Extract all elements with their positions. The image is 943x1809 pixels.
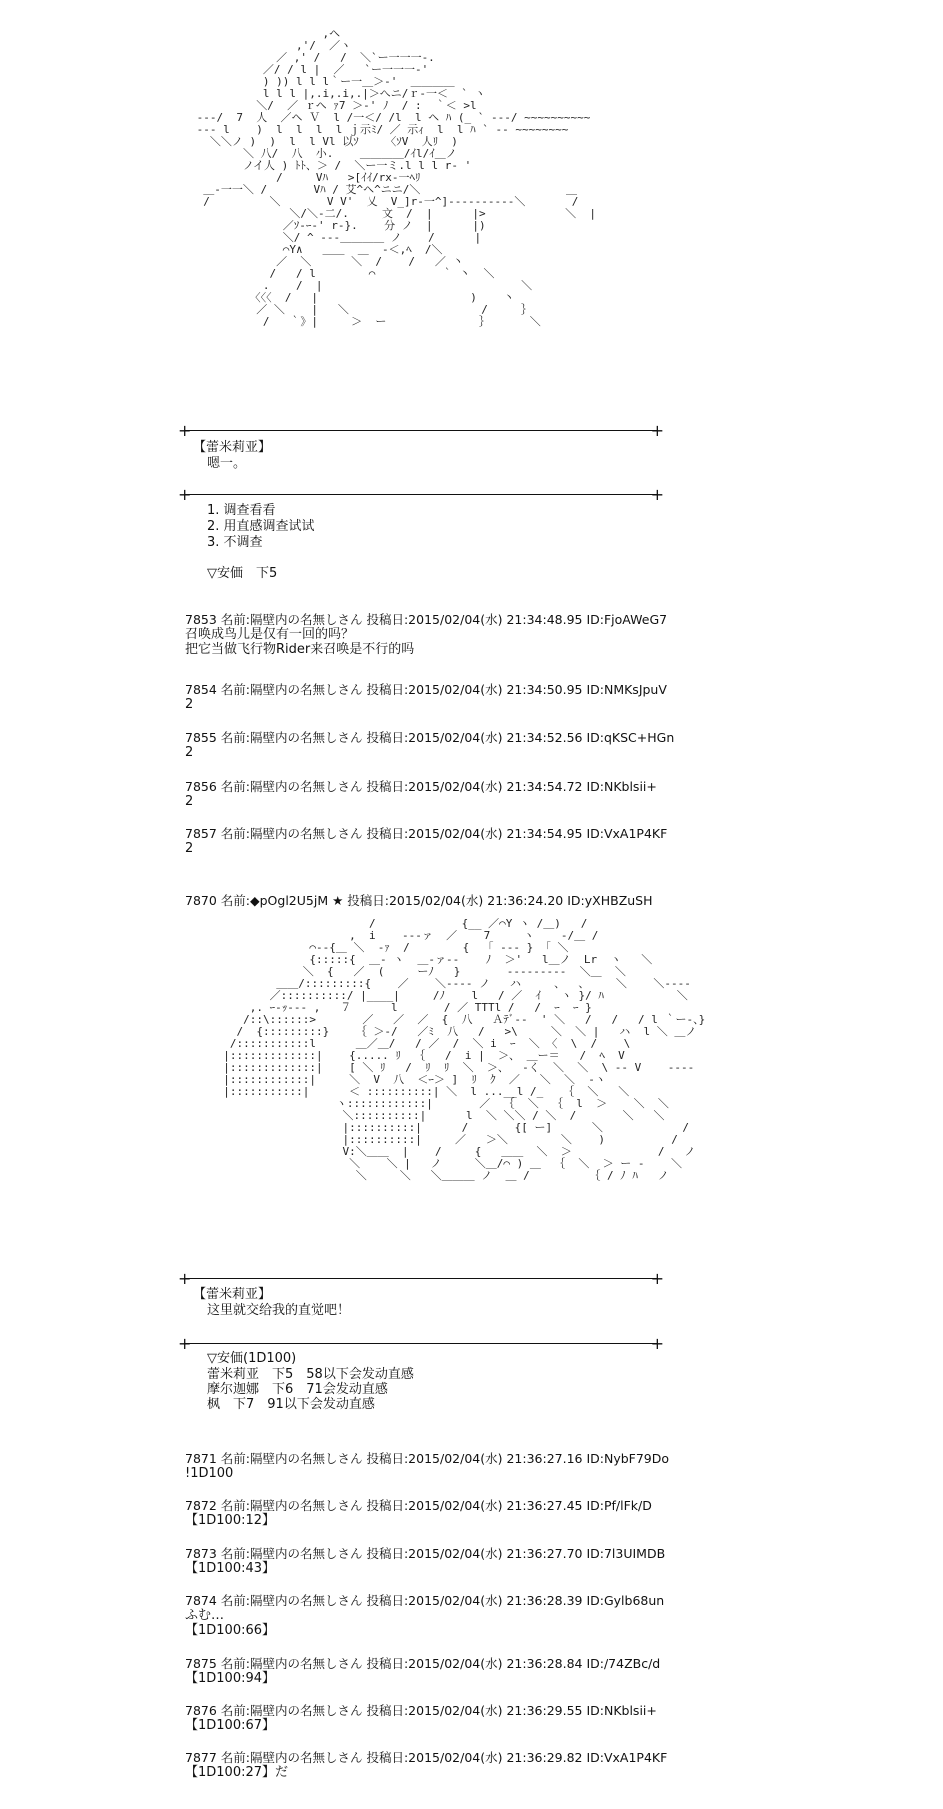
post-body: 【1D100:94】 (185, 1671, 276, 1686)
post-header: 7875 名前:隔壁内の名無しさん 投稿日:2015/02/04(水) 21:36:28.84 ID:/74ZBc/d (185, 1656, 661, 1671)
dialogue-line: 嗯一。 (207, 456, 247, 471)
post-header: 7854 名前:隔壁内の名無しさん 投稿日:2015/02/04(水) 21:34:50.95 ID:NMKsJpuV (185, 682, 667, 697)
post-item (185, 779, 925, 809)
separator-rule (185, 1278, 657, 1279)
post-header: 7877 名前:隔壁内の名無しさん 投稿日:2015/02/04(水) 21:36:29.82 ID:VxA1P4KF (185, 1750, 668, 1765)
speaker-label: 【蕾米莉亚】 (193, 1287, 272, 1302)
post-body: 【1D100:67】 (185, 1718, 276, 1733)
post-body: 2 (185, 841, 194, 856)
vote-instruction: ▽安価 下5 (207, 566, 278, 581)
ascii-art-figure-1: ,ヘ ,'/ ／ヽ ／ ,' / / ＼`ー一一一‐. ／/ / l | ／ `ー一一一‐' ) )) l l l｀ー一＿＞-' ＿＿＿＿ l l l |,.i,.i,.|＞へニ/ｒ‐一＜ ` ヽ ＼/ ／ ｒヘ ｧ7 ＞-' ﾉ / : ｀＜ >l ‐‐‐/ 7 人 ／ヘ Ｖ l /一＜/ /l l ヘ ﾊ (_ ` ‐‐‐/ ~~~~~~~~~~ ‐‐‐ l ) l l l l ｊ示ﾐ/ ／ 示ｨ l l ﾊ ` ‐‐ ~~~~~~~~ ＼＼ノ ) ) l l Vl 以ｿ 〈ｿV 人ﾘ ) ＼ 八/ 八 小. ＿＿＿＿/ｲl/ｲ＿ノ ノイ人 ) ﾄﾄ、＞ / ＼ー一ミ.l l l r‐ ' / Vﾊ >[ｲｲ/rx‐一ﾍﾘ ＿‐一一＼ / Vﾊ / 艾^ヘ^ニニ/＼ ＿ / ＼ V V' 乂 V_]r‐一^]‐‐‐‐‐‐‐‐‐‐＼ / ＼/＼‐二/. 文 / | |> ＼ | ／ｿ‐ｰ‐' r-}. 分 ノ | |) ＼/ ^ ‐‐‐＿＿＿＿ ノ / | ⌒Y∧ ＿＿ ＿ ‐＜,ﾍ /＼ ／ ＼ ＼ / / ／ 丶 / / l ⌒ ｀ 丶 ＼ . / | ＼ 〈〈〈 / | ) 丶 ／ ＼ | ＼ / ｝ / ｀》| ＞ ー ｝ ＼ (196, 27, 596, 328)
post-item (185, 1656, 925, 1686)
vote-line: 枫 下7 91以下会发动直感 (207, 1397, 375, 1412)
post-header: 7876 名前:隔壁内の名無しさん 投稿日:2015/02/04(水) 21:36:29.55 ID:NKblsii+ (185, 1703, 657, 1718)
post-item (185, 612, 925, 657)
post-item (185, 682, 925, 712)
post-item (185, 1546, 925, 1576)
post-header: 7872 名前:隔壁内の名無しさん 投稿日:2015/02/04(水) 21:36:27.45 ID:Pf/lFk/D (185, 1498, 652, 1513)
post-header: 7855 名前:隔壁内の名無しさん 投稿日:2015/02/04(水) 21:34:52.56 ID:qKSC+HGn (185, 730, 675, 745)
dialogue-line: 这里就交给我的直觉吧！ (207, 1303, 351, 1318)
post-header: 7870 名前:◆pOgl2U5jM ★ 投稿日:2015/02/04(水) 21:36:24.20 ID:yXHBZuSH (185, 893, 653, 908)
choice-2: 2. 用直感调查试试 (207, 519, 315, 534)
vote-instruction: ▽安価(1D100) (207, 1351, 297, 1366)
post-item (185, 1750, 925, 1780)
post-item (185, 1593, 925, 1638)
post-body: 【1D100:27】だ (185, 1765, 289, 1780)
post-body: 召唤成鸟儿是仅有一回的吗？ (185, 627, 355, 642)
post-body: 【1D100:66】 (185, 1623, 276, 1638)
post-body: !1D100 (185, 1466, 234, 1481)
separator-rule (185, 1343, 657, 1344)
post-body: 把它当做飞行物Rider来召唤是不行的吗 (185, 642, 415, 657)
post-header: 7856 名前:隔壁内の名無しさん 投稿日:2015/02/04(水) 21:34:54.72 ID:NKblsii+ (185, 779, 657, 794)
post-header: 7873 名前:隔壁内の名無しさん 投稿日:2015/02/04(水) 21:36:27.70 ID:7l3UIMDB (185, 1546, 666, 1561)
post-header: 7871 名前:隔壁内の名無しさん 投稿日:2015/02/04(水) 21:36:27.16 ID:NybF79Do (185, 1451, 670, 1466)
post-item (185, 1498, 925, 1528)
separator-rule (185, 494, 657, 495)
post-item (185, 1703, 925, 1733)
speaker-label: 【蕾米莉亚】 (193, 440, 272, 455)
choice-1: 1. 调查看看 (207, 503, 276, 518)
post-body: ふむ… (185, 1608, 225, 1623)
post-item (185, 1451, 925, 1481)
choice-3: 3. 不调查 (207, 535, 263, 550)
post-body: 【1D100:43】 (185, 1561, 276, 1576)
post-item (185, 826, 925, 856)
vote-line: 摩尔迦娜 下6 71会发动直感 (207, 1382, 388, 1397)
post-body: 2 (185, 745, 194, 760)
post-header: 7857 名前:隔壁内の名無しさん 投稿日:2015/02/04(水) 21:34:54.95 ID:VxA1P4KF (185, 826, 668, 841)
separator-rule (185, 430, 657, 431)
vote-line: 蕾米莉亚 下5 58以下会发动直感 (207, 1367, 414, 1382)
post-item (185, 730, 925, 760)
post-body: 【1D100:12】 (185, 1513, 276, 1528)
post-body: 2 (185, 697, 194, 712)
post-header: 7874 名前:隔壁内の名無しさん 投稿日:2015/02/04(水) 21:36:28.39 ID:Gylb68un (185, 1593, 665, 1608)
author-post (185, 893, 925, 908)
post-header: 7853 名前:隔壁内の名無しさん 投稿日:2015/02/04(水) 21:34:48.95 ID:FjoAWeG7 (185, 612, 668, 627)
post-body: 2 (185, 794, 194, 809)
ascii-art-figure-2: / {__ ／⌒Y ヽ /＿) / , i ‐‐‐ァ ／ 7 ヽ ‐/＿ / ⌒‐‐{＿ ＼ ‐ｧ / { 「 ‐‐‐ } 「 ＼ {:::::{ ＿‐ ヽ ＿‐ァ‐‐ ﾉ ＞' l＿ノ Lr ヽ ＼ ＼ { ／ ( ーﾉ } ‐‐‐‐‐‐‐‐‐ ＼＿ ＼ ＿＿/:::::::::{ ／ ＼‐‐‐‐ ノ ハ 、 、 ＼ ＼‐‐‐‐ ／::::::::::/ |____| /ﾉ l / ／ ｲ ヽ }/ ﾊ ＼ ,. ｰ‐ｯ‐‐‐ , ７ l / ／ TTTl / / ｰ ｰ } /::\::::::> ／ ／ ／ { 八 Ａﾃﾞ-- ' ＼ / / / l ｀ー‐、} / {:::::::::} ｛ ＞-/ ／ﾐ 八 / >\ ＼ ＼ | ハ l ＼ ＿ノ /:::::::::::l ＿／＿/ / ／ / ＼ i ｰ ＼ 〈 \ / \ |:::::::::::::| {..... ﾘ ｛ / i | ＞、 ＿ー＝ / ﾍ V |:::::::::::::| [ ＼ ﾘ / ﾘ ﾘ ＼ ＞、 ‐く ＼ ＼ \ ‐‐ V ‐‐‐‐ |::::::::::::| ＼ V 八 ＜ｰ＞ ] ﾘ ｸ ／ ＼ ＼ ‐ヽ |:::::::::::| ＜ ::::::::::| ＼ l ...__l /_ ｛ ＼ ＼ ヽ::::::::::::| ／ ｛ ＼ ｛ l ＞ ＼ ＼ ＼::::::::::| l ＼ ＼＼ / ＼ / ＼ ＼ |::::::::::| / {[ ー] ＼ / |::::::::::| ／ ＞＼ ＼ ) / V:＼＿＿ | / { ＿＿ ＼ ＞ / ノ ＼ ＼ | ノ ＼＿/⌒ ) ＿ ｛ ＼ ＞ ー ‐ ＼ ＼ ＼ ＼＿＿＿ ノ ＿ / ｛ / ﾉ ﾊ ノ (223, 917, 706, 1182)
